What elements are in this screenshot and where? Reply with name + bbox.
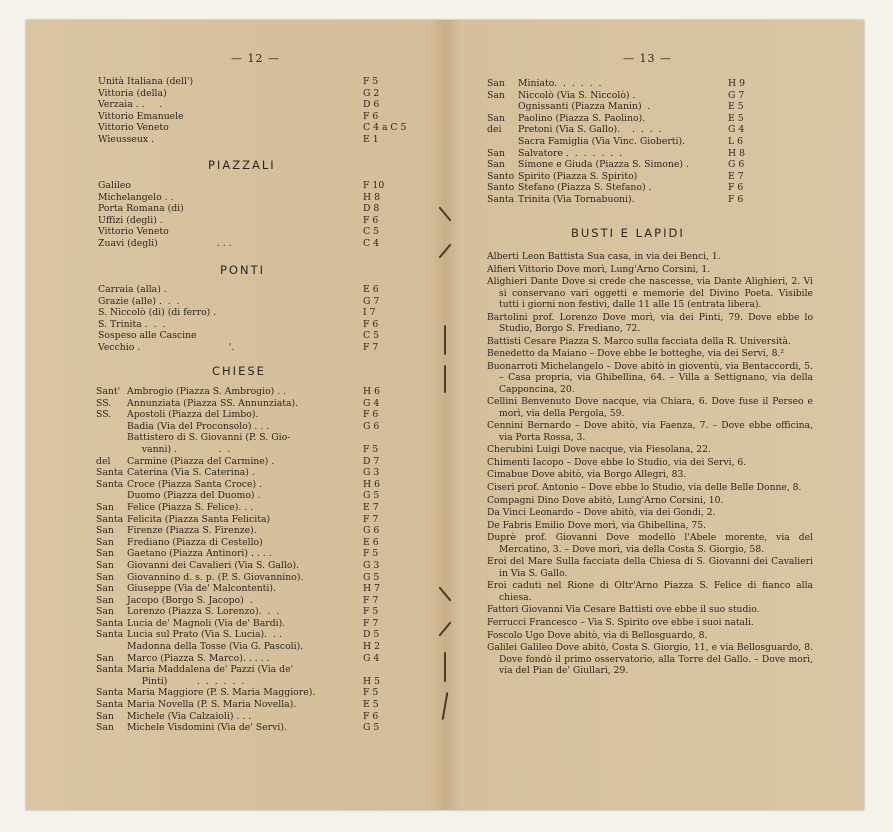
piazzale-row	[98, 192, 428, 204]
bust-plaque-entry: Buonarroti Michelangelo – Dove abitò in gioventù, via Bentaccordi, 5. – Casa propria, via Ghibellina, 64. – Villa a Settignano, via della Capponcina, 20.	[487, 360, 813, 395]
map-grid-reference: F 7	[363, 594, 379, 606]
church-row	[96, 502, 431, 514]
entry-name: Verzaia . . .	[98, 99, 163, 111]
church-row	[96, 583, 431, 595]
map-grid-reference: H 8	[728, 147, 745, 159]
entry-name: Felice (Piazza S. Felice). . .	[127, 501, 254, 513]
bust-plaque-entry: Ciseri prof. Antonio – Dove ebbe lo Studio, via delle Belle Donne, 8.	[487, 481, 802, 493]
stitch-mark	[444, 365, 446, 393]
entry-prefix: Santo	[487, 182, 515, 194]
church-row	[487, 171, 822, 183]
church-row	[96, 537, 431, 549]
map-grid-reference: G 4	[728, 124, 745, 136]
map-grid-reference: E 5	[363, 699, 379, 711]
bust-plaque-entry: Alighieri Dante Dove si crede che nascesse, via Dante Alighieri, 2. Vi si conservano vari oggetti e memorie del Divino Poeta. Visibile tutti i giorni non festivi, dalle 11 alle 15 (entrata libera).	[487, 276, 813, 310]
entry-prefix: San	[96, 501, 114, 513]
entry-name: Maria Maggiore (P. S. Maria Maggiore).	[127, 687, 316, 699]
map-grid-reference: H 9	[728, 78, 745, 89]
entry-name: Trinita (Via Tornabuoni).	[518, 193, 635, 205]
entry-prefix: Santa	[96, 699, 124, 711]
church-row	[487, 136, 822, 148]
stitch-mark	[444, 652, 446, 682]
map-grid-reference: H 6	[363, 386, 380, 397]
entry-name: vanni) . . .	[127, 443, 231, 455]
church-row	[96, 641, 431, 653]
piazzale-row	[98, 180, 428, 192]
church-row	[96, 676, 431, 688]
bust-plaque-entry: Eroi del Mare Sulla facciata della Chiesa di S. Giovanni dei Cavalieri in Via S. Gallo.	[487, 556, 813, 579]
map-grid-reference: D 6	[363, 99, 380, 111]
entry-name: Croce (Piazza Santa Croce) .	[127, 478, 263, 490]
map-grid-reference: F 6	[363, 318, 379, 330]
church-row	[96, 456, 431, 468]
bust-plaque-entry: Cellini Benvenuto Dove nacque, via Chiara, 6. Dove fuse il Perseo e morì, via della Pergola, 59.	[487, 396, 813, 419]
map-grid-reference: G 5	[363, 571, 380, 583]
ponte-row	[98, 284, 428, 296]
map-grid-reference: F 5	[363, 76, 379, 87]
church-row	[96, 525, 431, 537]
map-grid-reference: I 7	[363, 307, 376, 319]
bust-plaque-entry: Cimabue Dove abitò, via Borgo Allegri, 83.	[487, 469, 687, 481]
church-row	[487, 182, 822, 194]
piazzale-row	[98, 238, 428, 250]
entry-name: Jacopo (Borgo S. Jacopo) .	[127, 594, 253, 606]
entry-name: Unità Italiana (dell')	[98, 76, 194, 87]
bust-plaque-entry: Cennini Bernardo – Dove abitò, via Faenza, 7. – Dove ebbe officina, via Porta Rossa, 3.	[487, 420, 813, 443]
church-row	[487, 113, 822, 125]
entry-prefix: Santo	[487, 170, 515, 182]
church-row	[96, 653, 431, 665]
bust-plaque-entry: Da Vinci Leonardo – Dove abitò, via dei Gondi, 2.	[487, 507, 716, 519]
church-row	[487, 194, 822, 206]
entry-name: Annunziata (Piazza SS. Annunziata).	[127, 397, 299, 409]
entry-prefix: San	[96, 525, 114, 537]
map-grid-reference: C 4	[363, 237, 379, 249]
map-grid-reference: F 6	[363, 710, 379, 722]
map-grid-reference: E 7	[363, 501, 379, 513]
heading-chiese: CHIESE	[212, 364, 266, 378]
entry-prefix: Santa	[96, 478, 124, 490]
map-grid-reference: G 5	[363, 490, 380, 502]
streets-list	[98, 76, 428, 146]
right-page	[445, 20, 864, 810]
map-grid-reference: H 6	[363, 478, 380, 490]
map-grid-reference: G 2	[363, 87, 380, 99]
church-row	[96, 560, 431, 572]
entry-prefix: Santa	[96, 664, 124, 676]
map-grid-reference: F 5	[363, 606, 379, 618]
entry-prefix: Santa	[96, 513, 124, 525]
entry-prefix: San	[96, 594, 114, 606]
church-row	[96, 514, 431, 526]
entry-name: Porta Romana (di)	[98, 203, 184, 215]
map-grid-reference: H 5	[363, 675, 380, 687]
entry-name: Michelangelo . .	[98, 191, 174, 203]
entry-name: Pretoni (Via S. Gallo). . . . .	[518, 124, 662, 136]
entry-name: Frediano (Piazza di Cestello)	[127, 536, 263, 548]
entry-name: Firenze (Piazza S. Firenze).	[127, 525, 257, 537]
bust-plaque-entry: Ferrucci Francesco – Via S. Spirito ove ebbe i suoi natali.	[487, 616, 754, 628]
entry-name: Sospeso alle Cascine	[98, 330, 197, 342]
bust-plaque-entry: Alberti Leon Battista Sua casa, in via dei Benci, 1.	[487, 251, 721, 262]
church-row	[96, 699, 431, 711]
entry-prefix: San	[487, 112, 505, 124]
ponte-row	[98, 307, 428, 319]
ponti-list	[98, 284, 428, 354]
church-row	[487, 159, 822, 171]
entry-name: Simone e Giuda (Piazza S. Simone) .	[518, 159, 689, 171]
street-row	[98, 76, 428, 88]
page-number-left: — 12 —	[231, 52, 280, 65]
entry-name: Vittorio Emanuele	[98, 110, 184, 122]
entry-name: Apostoli (Piazza del Limbo).	[127, 409, 259, 421]
entry-name: Ognissanti (Piazza Manin) .	[518, 101, 651, 113]
entry-name: Felicita (Piazza Santa Felicita)	[127, 513, 271, 525]
map-grid-reference: E 1	[363, 133, 379, 145]
entry-name: Giovanni dei Cavalieri (Via S. Gallo).	[127, 559, 300, 571]
entry-prefix: San	[487, 89, 505, 101]
entry-name: Spirito (Piazza S. Spirito)	[518, 170, 638, 182]
map-grid-reference: G 4	[363, 397, 380, 409]
entry-name: Michele Visdomini (Via de' Servi).	[127, 722, 287, 734]
book-spread	[26, 20, 864, 810]
entry-name: Battistero di S. Giovanni (P. S. Gio-	[127, 432, 291, 444]
street-row	[98, 99, 428, 111]
entry-name: Lorenzo (Piazza S. Lorenzo). . .	[127, 606, 280, 618]
entry-prefix: Santa	[96, 467, 124, 479]
entry-prefix: San	[96, 571, 114, 583]
church-row	[487, 78, 822, 90]
church-row	[96, 606, 431, 618]
map-grid-reference: F 6	[363, 409, 379, 421]
map-grid-reference: F 7	[363, 617, 379, 629]
church-row	[96, 490, 431, 502]
entry-prefix: Sant'	[96, 386, 121, 397]
entry-name: S. Trinita . . .	[98, 318, 166, 330]
map-grid-reference: F 5	[363, 548, 379, 560]
entry-name: Vittorio Veneto	[98, 122, 169, 134]
entry-name: Pinti) . . . . . .	[127, 675, 245, 687]
church-row	[487, 90, 822, 102]
entry-name: Giuseppe (Via de' Malcontenti).	[127, 583, 276, 595]
bust-plaque-entry: De Fabris Emilio Dove morì, via Ghibellina, 75.	[487, 519, 707, 531]
church-row	[96, 687, 431, 699]
entry-prefix: San	[487, 78, 505, 89]
map-grid-reference: F 6	[728, 193, 744, 205]
church-row	[487, 101, 822, 113]
bust-plaque-entry: Fattori Giovanni Via Cesare Battisti ove ebbe il suo studio.	[487, 604, 760, 616]
piazzale-row	[98, 215, 428, 227]
entry-name: Madonna della Tosse (Via G. Pascoli).	[127, 641, 304, 653]
entry-name: Maria Maddalena de' Pazzi (Via de'	[127, 664, 294, 676]
bust-plaque-entry: Benedetto da Maiano – Dove ebbe le botteghe, via dei Servi, 8.²	[487, 348, 785, 360]
church-row	[96, 467, 431, 479]
map-grid-reference: E 7	[728, 170, 744, 182]
entry-name: Vecchio . '.	[98, 341, 235, 353]
church-row	[96, 409, 431, 421]
entry-prefix: San	[96, 606, 114, 618]
heading-piazzali: PIAZZALI	[208, 158, 276, 172]
church-row	[96, 444, 431, 456]
street-row	[98, 134, 428, 146]
entry-name: Stefano (Piazza S. Stefano) .	[518, 182, 652, 194]
bust-plaque-entry: Battisti Cesare Piazza S. Marco sulla facciata della R. Università.	[487, 335, 791, 347]
map-grid-reference: G 3	[363, 559, 380, 571]
map-grid-reference: F 5	[363, 443, 379, 455]
church-row	[96, 664, 431, 676]
ponte-row	[98, 342, 428, 354]
map-grid-reference: D 5	[363, 629, 380, 641]
church-row	[96, 629, 431, 641]
map-grid-reference: F 5	[363, 687, 379, 699]
entry-prefix: dei	[487, 124, 502, 136]
entry-name: Zuavi (degli) . . .	[98, 237, 232, 249]
map-grid-reference: F 10	[363, 180, 385, 191]
entry-name: Carraia (alla) .	[98, 284, 167, 295]
church-row	[96, 618, 431, 630]
piazzale-row	[98, 226, 428, 238]
entry-prefix: San	[96, 559, 114, 571]
ponte-row	[98, 330, 428, 342]
map-grid-reference: E 5	[728, 112, 744, 124]
entry-name: Badia (Via del Proconsolo) . . .	[127, 420, 270, 432]
church-row	[487, 148, 822, 160]
map-grid-reference: G 6	[728, 159, 745, 171]
map-grid-reference: H 8	[363, 191, 380, 203]
entry-name: Michele (Via Calzaioli) . . .	[127, 710, 252, 722]
ponte-row	[98, 319, 428, 331]
map-grid-reference: G 4	[363, 652, 380, 664]
church-row	[96, 595, 431, 607]
map-grid-reference: D 8	[363, 203, 380, 215]
street-row	[98, 122, 428, 134]
entry-name: Maria Novella (P. S. Maria Novella).	[127, 699, 297, 711]
church-row	[96, 421, 431, 433]
church-row	[96, 548, 431, 560]
entry-prefix: Santa	[487, 193, 515, 205]
map-grid-reference: D 7	[363, 455, 380, 467]
entry-prefix: San	[96, 536, 114, 548]
map-grid-reference: E 5	[728, 101, 744, 113]
entry-name: Vittorio Veneto	[98, 226, 169, 238]
entry-name: Uffizi (degli) .	[98, 214, 163, 226]
bust-plaque-entry: Eroi caduti nel Rione di Oltr'Arno Piazza S. Felice di fianco alla chiesa.	[487, 580, 813, 603]
bust-plaque-entry: Alfieri Vittorio Dove morì, Lung'Arno Corsini, 1.	[487, 263, 711, 275]
church-row	[96, 572, 431, 584]
stitch-mark	[444, 325, 446, 355]
entry-name: Marco (Piazza S. Marco). . . . .	[127, 652, 270, 664]
church-row	[96, 722, 431, 734]
entry-name: Grazie (alle) . . .	[98, 295, 180, 307]
entry-prefix: San	[96, 710, 114, 722]
map-grid-reference: F 6	[363, 110, 379, 122]
entry-prefix: SS.	[96, 397, 112, 409]
street-row	[98, 111, 428, 123]
entry-prefix: San	[487, 159, 505, 171]
entry-name: Lucia de' Magnoli (Via de' Bardi).	[127, 617, 286, 629]
church-row	[96, 386, 431, 398]
church-row	[96, 398, 431, 410]
entry-prefix: del	[96, 455, 111, 467]
chiese-list	[96, 386, 431, 734]
bust-plaque-entry: Duprè prof. Giovanni Dove modellò l'Abele morente, via del Mercatino, 3. – Dove morì, via della Costa S. Giorgio, 58.	[487, 532, 813, 555]
chiese-continued-list	[487, 78, 822, 206]
entry-prefix: Santa	[96, 687, 124, 699]
map-grid-reference: G 3	[363, 467, 380, 479]
entry-prefix: Santa	[96, 629, 124, 641]
map-grid-reference: G 5	[363, 722, 380, 734]
entry-name: Salvatore . . . . . . .	[518, 147, 623, 159]
bust-plaque-entry: Bartolini prof. Lorenzo Dove morì, via dei Pinti, 79. Dove ebbe lo Studio, Borgo S. Frediano, 72.	[487, 311, 813, 334]
map-grid-reference: E 6	[363, 536, 379, 548]
page-number-right: — 13 —	[623, 52, 672, 65]
entry-name: Lucia sul Prato (Via S. Lucia). . .	[127, 629, 282, 641]
entry-name: Sacra Famiglia (Via Vinc. Gioberti).	[518, 135, 686, 147]
piazzale-row	[98, 203, 428, 215]
ponte-row	[98, 296, 428, 308]
entry-name: Niccolò (Via S. Niccolò) .	[518, 89, 636, 101]
busti-list	[487, 251, 813, 678]
map-grid-reference: F 7	[363, 513, 379, 525]
map-grid-reference: F 6	[728, 182, 744, 194]
bust-plaque-entry: Cherubini Luigi Dove nacque, via Fiesolana, 22.	[487, 444, 711, 456]
entry-prefix: Santa	[96, 617, 124, 629]
entry-name: Giovannino d. s. p. (P. S. Giovannino).	[127, 571, 304, 583]
entry-prefix: San	[96, 583, 114, 595]
map-grid-reference: E 6	[363, 284, 379, 295]
entry-name: Vittoria (della)	[98, 87, 167, 99]
piazzali-list	[98, 180, 428, 250]
entry-prefix: SS.	[96, 409, 112, 421]
church-row	[487, 124, 822, 136]
entry-prefix: San	[96, 548, 114, 560]
map-grid-reference: G 7	[363, 295, 380, 307]
entry-name: Galileo	[98, 180, 131, 191]
map-grid-reference: G 7	[728, 89, 745, 101]
map-grid-reference: G 6	[363, 420, 380, 432]
entry-name: Gaetano (Piazza Antinori) . . . .	[127, 548, 272, 560]
map-grid-reference: H 7	[363, 583, 380, 595]
entry-name: Caterina (Via S. Caterina) .	[127, 467, 255, 479]
church-row	[96, 711, 431, 723]
street-row	[98, 88, 428, 100]
map-grid-reference: L 6	[728, 135, 744, 147]
entry-name: Miniato. . . . . .	[518, 78, 602, 89]
heading-ponti: PONTI	[220, 263, 266, 277]
map-grid-reference: C 4 a C 5	[363, 122, 407, 134]
bust-plaque-entry: Chimenti Iacopo – Dove ebbe lo Studio, via dei Servi, 6.	[487, 456, 747, 468]
map-grid-reference: G 6	[363, 525, 380, 537]
map-grid-reference: C 5	[363, 226, 379, 238]
church-row	[96, 479, 431, 491]
entry-name: Paolino (Piazza S. Paolino).	[518, 112, 646, 124]
entry-name: Ambrogio (Piazza S. Ambrogio) . .	[127, 386, 287, 397]
entry-name: S. Niccolò (di) (di ferro) .	[98, 307, 217, 319]
entry-prefix: San	[96, 652, 114, 664]
entry-prefix: San	[487, 147, 505, 159]
entry-prefix: San	[96, 722, 114, 734]
bust-plaque-entry: Foscolo Ugo Dove abitò, via di Bellosguardo, 8.	[487, 629, 708, 641]
entry-name: Wieusseux .	[98, 133, 155, 145]
map-grid-reference: F 6	[363, 214, 379, 226]
church-row	[96, 432, 431, 444]
heading-busti: BUSTI E LAPIDI	[571, 226, 685, 240]
entry-name: Duomo (Piazza del Duomo) .	[127, 490, 261, 502]
map-grid-reference: H 2	[363, 641, 380, 653]
bust-plaque-entry: Galilei Galileo Dove abitò, Costa S. Giorgio, 11, e via Bellosguardo, 8. Dove fondò il primo osservatorio, alla Torre del Gallo. – Dove morì, via del Pian de' Giullari, 29.	[487, 642, 813, 676]
map-grid-reference: C 5	[363, 330, 379, 342]
left-page	[26, 20, 445, 810]
entry-name: Carmine (Piazza del Carmine) .	[127, 455, 275, 467]
bust-plaque-entry: Compagni Dino Dove abitò, Lung'Arno Corsini, 10.	[487, 494, 724, 506]
map-grid-reference: F 7	[363, 341, 379, 353]
